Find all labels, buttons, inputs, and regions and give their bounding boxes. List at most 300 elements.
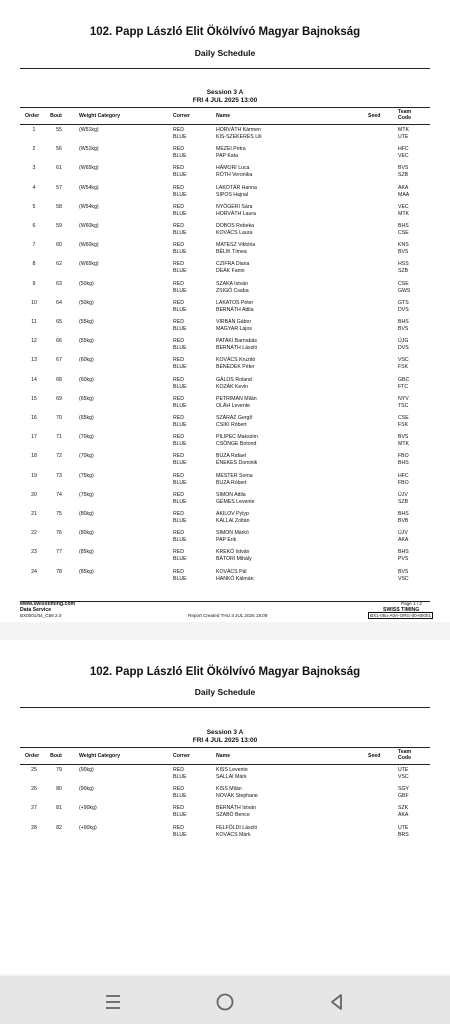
- bout-cell: 81: [56, 805, 62, 812]
- blue-team-code: GBF: [398, 793, 409, 800]
- bout-cell: 77: [56, 549, 62, 556]
- weight-category-cell: (+90kg): [79, 824, 97, 831]
- red-team-code: BHS: [398, 549, 409, 556]
- red-corner-label: RED: [173, 434, 184, 441]
- red-team-code: BVS: [398, 434, 409, 441]
- blue-team-code: SZB: [398, 172, 409, 179]
- blue-team-code: UTE: [398, 134, 409, 140]
- blue-corner-label: BLUE: [173, 422, 187, 428]
- footer-created: Report Created THU 3 JUL 2025 18:09: [188, 613, 268, 618]
- bout-cell: 68: [56, 376, 62, 383]
- order-cell: 20: [31, 491, 37, 498]
- red-corner-label: RED: [173, 786, 184, 793]
- col-corner: Corner: [173, 113, 191, 119]
- blue-team-code: PVS: [398, 556, 409, 563]
- blue-team-code: MTK: [398, 210, 409, 217]
- table-row: [20, 548, 430, 564]
- red-boxer-name: MEZEI Petra: [216, 146, 246, 153]
- bout-cell: 59: [56, 223, 62, 229]
- order-cell: 2: [32, 146, 36, 153]
- order-cell: 14: [31, 376, 37, 383]
- order-cell: 28: [31, 824, 37, 831]
- order-cell: 11: [31, 319, 37, 325]
- blue-boxer-name: KOVÁCS Márk: [216, 831, 251, 838]
- weight-category-cell: (90kg): [79, 786, 94, 793]
- table-row: [20, 280, 430, 296]
- footer-website: www.swisstiming.com: [20, 601, 76, 607]
- weight-category-cell: (W60kg): [79, 242, 99, 249]
- blue-corner-label: BLUE: [173, 134, 187, 140]
- red-team-code: BVS: [398, 568, 409, 575]
- blue-boxer-name: GÉMES Levente: [216, 498, 255, 505]
- red-boxer-name: FELFÖLDI László: [216, 824, 258, 831]
- table-row: [20, 568, 430, 584]
- home-icon[interactable]: [213, 990, 237, 1014]
- blue-boxer-name: KOVÁCS Laura: [216, 230, 253, 236]
- red-boxer-name: PATAKI Barnabás: [216, 338, 257, 345]
- blue-corner-label: BLUE: [173, 230, 187, 236]
- bout-cell: 67: [56, 357, 62, 364]
- blue-team-code: FSK: [398, 422, 409, 428]
- order-cell: 15: [31, 395, 37, 402]
- red-boxer-name: CZIFRA Diana: [216, 261, 250, 268]
- weight-category-cell: (55kg): [79, 319, 94, 325]
- red-team-code: ÚJV: [398, 491, 408, 498]
- blue-team-code: MAA: [398, 191, 410, 198]
- blue-team-code: FSK: [398, 364, 409, 371]
- order-cell: 19: [31, 472, 37, 479]
- red-team-code: BHS: [398, 511, 409, 517]
- weight-category-cell: (W65kg): [79, 165, 99, 172]
- red-corner-label: RED: [173, 357, 184, 364]
- blue-team-code: DVS: [398, 345, 409, 352]
- bout-cell: 69: [56, 395, 62, 402]
- col-order: Order: [25, 113, 40, 119]
- order-cell: 13: [31, 357, 37, 364]
- red-corner-label: RED: [173, 127, 184, 133]
- bout-cell: 58: [56, 203, 62, 210]
- document-subtitle: Daily Schedule: [194, 48, 256, 58]
- red-corner-label: RED: [173, 530, 184, 537]
- blue-team-code: FBO: [398, 479, 409, 486]
- red-team-code: FBO: [398, 453, 409, 460]
- bout-cell: 76: [56, 530, 62, 537]
- red-corner-label: RED: [173, 280, 184, 287]
- table-row: [20, 318, 430, 334]
- blue-team-code: BVS: [398, 249, 409, 256]
- recent-apps-icon[interactable]: [101, 990, 125, 1014]
- table-row: [20, 510, 430, 526]
- bout-cell: 62: [56, 261, 62, 268]
- bout-cell: 78: [56, 568, 62, 575]
- blue-corner-label: BLUE: [173, 153, 187, 160]
- col-name-2: Name: [216, 753, 231, 759]
- table-row: [20, 356, 430, 372]
- order-cell: 16: [31, 415, 37, 421]
- blue-team-code: AKA: [398, 537, 409, 544]
- blue-boxer-name: CSIKI Róbert: [216, 422, 247, 428]
- blue-corner-label: BLUE: [173, 172, 187, 179]
- table-row: [20, 203, 430, 219]
- red-team-code: HSS: [398, 261, 409, 268]
- red-corner-label: RED: [173, 319, 184, 325]
- blue-team-code: VSC: [398, 575, 409, 582]
- order-cell: 27: [31, 805, 37, 812]
- table-row: [20, 472, 430, 488]
- blue-team-code: SZB: [398, 498, 409, 505]
- blue-team-code: AKA: [398, 812, 409, 819]
- red-corner-label: RED: [173, 395, 184, 402]
- blue-boxer-name: BENEDEK Péter: [216, 364, 255, 371]
- table-row: [20, 164, 430, 180]
- table-row: [20, 452, 430, 468]
- red-boxer-name: DOBOS Rebeka: [216, 223, 255, 229]
- red-team-code: GBC: [398, 376, 410, 383]
- red-boxer-name: BUZA Rafael: [216, 453, 246, 460]
- table-row: [20, 491, 430, 507]
- col-weight-2: Weight Category: [79, 753, 121, 759]
- blue-boxer-name: RÓTH Veronika: [216, 172, 253, 179]
- order-cell: 1: [32, 127, 36, 133]
- red-corner-label: RED: [173, 767, 184, 773]
- weight-category-cell: (W65kg): [79, 261, 99, 268]
- col-order-2: Order: [25, 753, 40, 759]
- order-cell: 18: [31, 453, 37, 460]
- red-boxer-name: NYÖGÉRI Sára: [216, 203, 253, 210]
- bout-cell: 65: [56, 319, 62, 325]
- blue-corner-label: BLUE: [173, 306, 187, 313]
- col-seed: Seed: [368, 113, 381, 119]
- red-team-code: CSE: [398, 280, 409, 287]
- weight-category-cell: (W54kg): [79, 184, 99, 191]
- red-team-code: VSC: [398, 357, 409, 364]
- blue-boxer-name: PAP Erik: [216, 537, 237, 544]
- red-corner-label: RED: [173, 376, 184, 383]
- weight-category-cell: (55kg): [79, 338, 94, 345]
- android-nav-bar: [0, 976, 450, 1024]
- divider-2: [20, 707, 430, 708]
- blue-boxer-name: KIS-SZEKERES Lili: [216, 134, 262, 140]
- blue-boxer-name: BÉLIK Tímea: [216, 249, 247, 256]
- table-row: [20, 337, 430, 353]
- table-row: [20, 414, 430, 430]
- red-corner-label: RED: [173, 472, 184, 479]
- schedule-page-2: [0, 640, 450, 974]
- col-team-code: Team Code: [398, 109, 412, 121]
- weight-category-cell: (65kg): [79, 415, 94, 421]
- blue-corner-label: BLUE: [173, 575, 187, 582]
- blue-corner-label: BLUE: [173, 326, 187, 332]
- red-team-code: NYV: [398, 395, 409, 402]
- table-row: [20, 785, 430, 801]
- blue-team-code: DVS: [398, 306, 409, 313]
- red-corner-label: RED: [173, 549, 184, 556]
- table-header-rule-2: [20, 764, 430, 765]
- red-team-code: MTK: [398, 127, 409, 133]
- blue-corner-label: BLUE: [173, 249, 187, 256]
- table-header: [20, 108, 430, 124]
- red-boxer-name: HORVÁTH Kármen: [216, 127, 261, 133]
- order-cell: 10: [31, 299, 37, 306]
- blue-boxer-name: ÉNEKES Dominik: [216, 460, 258, 467]
- order-cell: 7: [32, 242, 36, 249]
- order-cell: 5: [32, 203, 36, 210]
- blue-team-code: VEC: [398, 153, 409, 160]
- red-team-code: HFC: [398, 472, 409, 479]
- order-cell: 12: [31, 338, 37, 345]
- weight-category-cell: (50kg): [79, 299, 94, 306]
- blue-corner-label: BLUE: [173, 191, 187, 198]
- table-row: [20, 824, 430, 840]
- red-team-code: BHS: [398, 319, 409, 325]
- blue-team-code: VSC: [398, 774, 409, 780]
- bout-cell: 63: [56, 280, 62, 287]
- bout-cell: 55: [56, 127, 62, 133]
- weight-category-cell: (85kg): [79, 549, 94, 556]
- order-cell: 21: [31, 511, 37, 517]
- blue-boxer-name: KOZÁK Kevin: [216, 383, 249, 390]
- blue-boxer-name: BÁTORI Mihály: [216, 556, 252, 563]
- blue-team-code: MTK: [398, 441, 409, 448]
- red-team-code: GTS: [398, 299, 409, 306]
- table-header-rule: [20, 124, 430, 125]
- red-boxer-name: SZÁRAZ Gergő: [216, 415, 253, 421]
- order-cell: 3: [32, 165, 36, 172]
- blue-boxer-name: BUZA Róbert: [216, 479, 247, 486]
- weight-category-cell: (80kg): [79, 511, 94, 517]
- red-boxer-name: SIMON Attila: [216, 491, 246, 498]
- weight-category-cell: (+90kg): [79, 805, 97, 812]
- order-cell: 25: [31, 767, 37, 773]
- table-row: [20, 145, 430, 161]
- document-title: 102. Papp László Elit Ökölvívó Magyar Bajnokság: [89, 26, 361, 38]
- blue-corner-label: BLUE: [173, 345, 187, 352]
- weight-category-cell: (70kg): [79, 434, 94, 441]
- red-boxer-name: KOVÁCS Pál: [216, 568, 247, 575]
- blue-team-code: BRS: [398, 831, 409, 838]
- red-boxer-name: KOVÁCS Kruzitó: [216, 357, 256, 364]
- weight-category-cell: (W51kg): [79, 127, 99, 133]
- blue-team-code: BHS: [398, 460, 409, 467]
- col-weight: Weight Category: [79, 113, 121, 119]
- blue-team-code: TSC: [398, 402, 409, 409]
- weight-category-cell: (75kg): [79, 472, 94, 479]
- footer-page: Page 1 / 2: [401, 601, 422, 606]
- blue-boxer-name: KÁLLAI Zoltán: [216, 518, 250, 524]
- red-boxer-name: GÁLOS Roland: [216, 376, 252, 383]
- footer-code: BX0001/04_C58 2.0: [20, 613, 62, 618]
- footer-doc-code: BX1-05u-A0A-ORG-00-60001: [370, 613, 432, 618]
- bout-cell: 70: [56, 415, 62, 421]
- red-team-code: KNS: [398, 242, 409, 249]
- red-boxer-name: KISS Levente: [216, 767, 248, 773]
- red-corner-label: RED: [173, 491, 184, 498]
- weight-category-cell: (50kg): [79, 280, 94, 287]
- weight-category-cell: (W60kg): [79, 223, 99, 229]
- blue-corner-label: BLUE: [173, 268, 187, 275]
- red-boxer-name: KISS Milán: [216, 786, 242, 793]
- red-corner-label: RED: [173, 568, 184, 575]
- col-corner-2: Corner: [173, 753, 191, 759]
- red-team-code: SGY: [398, 786, 409, 793]
- red-corner-label: RED: [173, 184, 184, 191]
- bout-cell: 74: [56, 491, 62, 498]
- table-row: [20, 184, 430, 200]
- weight-category-cell: (75kg): [79, 491, 94, 498]
- blue-corner-label: BLUE: [173, 441, 187, 448]
- red-team-code: CSE: [398, 415, 409, 421]
- blue-boxer-name: MAGYAR Lajos: [216, 326, 252, 332]
- document-subtitle-2: Daily Schedule: [194, 687, 256, 697]
- red-corner-label: RED: [173, 415, 184, 421]
- red-boxer-name: HÁMORI Luca: [216, 165, 250, 172]
- red-corner-label: RED: [173, 146, 184, 153]
- red-team-code: ÚJV: [398, 530, 408, 537]
- weight-category-cell: (W54kg): [79, 203, 99, 210]
- red-team-code: AKA: [398, 184, 409, 191]
- table-row: [20, 766, 430, 782]
- blue-corner-label: BLUE: [173, 479, 187, 486]
- bout-cell: 57: [56, 184, 62, 191]
- blue-boxer-name: PAP Kata: [216, 153, 239, 160]
- weight-category-cell: (W51kg): [79, 146, 99, 153]
- col-name: Name: [216, 113, 231, 119]
- order-cell: 17: [31, 434, 37, 441]
- weight-category-cell: (60kg): [79, 357, 94, 364]
- blue-corner-label: BLUE: [173, 556, 187, 563]
- red-boxer-name: PETRIMÁN Milán: [216, 395, 257, 402]
- red-boxer-name: VIRBÁN Gábor: [216, 319, 252, 325]
- red-corner-label: RED: [173, 203, 184, 210]
- bout-cell: 82: [56, 824, 62, 831]
- bout-cell: 75: [56, 511, 62, 517]
- red-corner-label: RED: [173, 223, 184, 229]
- session-date-2: FRI 4 JUL 2025 13:00: [192, 737, 258, 744]
- blue-boxer-name: CSÖNGE Botond: [216, 441, 257, 448]
- footer-service: Data Service: [20, 607, 52, 613]
- weight-category-cell: (90kg): [79, 767, 94, 773]
- table-row: [20, 804, 430, 820]
- red-corner-label: RED: [173, 805, 184, 812]
- document-title-2: 102. Papp László Elit Ökölvívó Magyar Bajnokság: [89, 666, 361, 678]
- red-boxer-name: LAKATOS Péter: [216, 299, 254, 306]
- table-row: [20, 529, 430, 545]
- red-team-code: UTE: [398, 824, 409, 831]
- red-team-code: UTE: [398, 767, 409, 773]
- red-corner-label: RED: [173, 165, 184, 172]
- footer-brand: SWISS TIMING: [383, 607, 420, 613]
- table-row: [20, 241, 430, 257]
- blue-corner-label: BLUE: [173, 498, 187, 505]
- blue-boxer-name: DEÁK Fanni: [216, 268, 245, 275]
- red-corner-label: RED: [173, 299, 184, 306]
- blue-corner-label: BLUE: [173, 537, 187, 544]
- session-date: FRI 4 JUL 2025 13:00: [192, 97, 258, 104]
- order-cell: 8: [32, 261, 36, 268]
- red-boxer-name: MESTER Soma: [216, 472, 253, 479]
- table-row: [20, 299, 430, 315]
- bout-cell: 72: [56, 453, 62, 460]
- bout-cell: 61: [56, 165, 62, 172]
- red-boxer-name: KREKÓ István: [216, 549, 250, 556]
- session-label-2: Session 3 A: [206, 729, 244, 736]
- back-icon[interactable]: [325, 990, 349, 1014]
- blue-corner-label: BLUE: [173, 210, 187, 217]
- blue-boxer-name: ZSIGÓ Csaba: [216, 287, 249, 294]
- blue-boxer-name: SIPOS Hajnal: [216, 191, 249, 198]
- order-cell: 24: [31, 568, 37, 575]
- red-team-code: HFC: [398, 146, 409, 153]
- red-team-code: VEC: [398, 203, 409, 210]
- blue-corner-label: BLUE: [173, 287, 187, 294]
- weight-category-cell: (80kg): [79, 530, 94, 537]
- table-row: [20, 222, 430, 238]
- bout-cell: 66: [56, 338, 62, 345]
- red-boxer-name: BERNÁTH István: [216, 805, 257, 812]
- red-corner-label: RED: [173, 453, 184, 460]
- table-row: [20, 126, 430, 142]
- blue-corner-label: BLUE: [173, 364, 187, 371]
- blue-team-code: GWS: [398, 287, 411, 294]
- blue-corner-label: BLUE: [173, 812, 187, 819]
- red-corner-label: RED: [173, 338, 184, 345]
- bout-cell: 56: [56, 146, 62, 153]
- col-bout-2: Bout: [50, 753, 62, 759]
- table-row: [20, 376, 430, 392]
- blue-boxer-name: BERNÁTH László: [216, 345, 258, 352]
- blue-team-code: CSE: [398, 230, 409, 236]
- table-row: [20, 433, 430, 449]
- red-boxer-name: AKILOV Pylyp: [216, 511, 249, 517]
- red-corner-label: RED: [173, 511, 184, 517]
- red-corner-label: RED: [173, 242, 184, 249]
- bout-cell: 64: [56, 299, 62, 306]
- bout-cell: 80: [56, 786, 62, 793]
- order-cell: 6: [32, 223, 36, 229]
- blue-corner-label: BLUE: [173, 460, 187, 467]
- weight-category-cell: (60kg): [79, 376, 94, 383]
- red-team-code: BVS: [398, 165, 409, 172]
- order-cell: 9: [32, 280, 36, 287]
- blue-boxer-name: HANKÓ Kálmán: [216, 575, 254, 582]
- bout-cell: 71: [56, 434, 62, 441]
- red-team-code: ÚJG: [398, 338, 409, 345]
- blue-team-code: FTC: [398, 383, 409, 390]
- table-header-2: [20, 748, 430, 764]
- col-bout: Bout: [50, 113, 62, 119]
- blue-corner-label: BLUE: [173, 831, 187, 838]
- red-boxer-name: MATESZ Viktória: [216, 242, 256, 249]
- red-boxer-name: PILIPEC Makszim: [216, 434, 258, 441]
- order-cell: 4: [32, 184, 36, 191]
- bout-cell: 60: [56, 242, 62, 249]
- blue-corner-label: BLUE: [173, 793, 187, 800]
- blue-team-code: BVB: [398, 518, 409, 524]
- table-row: [20, 395, 430, 411]
- blue-corner-label: BLUE: [173, 383, 187, 390]
- weight-category-cell: (70kg): [79, 453, 94, 460]
- footer-rule: [20, 601, 430, 602]
- weight-category-cell: (85kg): [79, 568, 94, 575]
- red-corner-label: RED: [173, 261, 184, 268]
- blue-boxer-name: NOVÁK Stephane: [216, 793, 258, 800]
- blue-corner-label: BLUE: [173, 774, 187, 780]
- divider: [20, 68, 430, 69]
- order-cell: 23: [31, 549, 37, 556]
- blue-boxer-name: HORVÁTH Laura: [216, 210, 256, 217]
- col-team-code-2: Team Code: [398, 749, 412, 761]
- blue-boxer-name: OLÁH Levente: [216, 402, 251, 409]
